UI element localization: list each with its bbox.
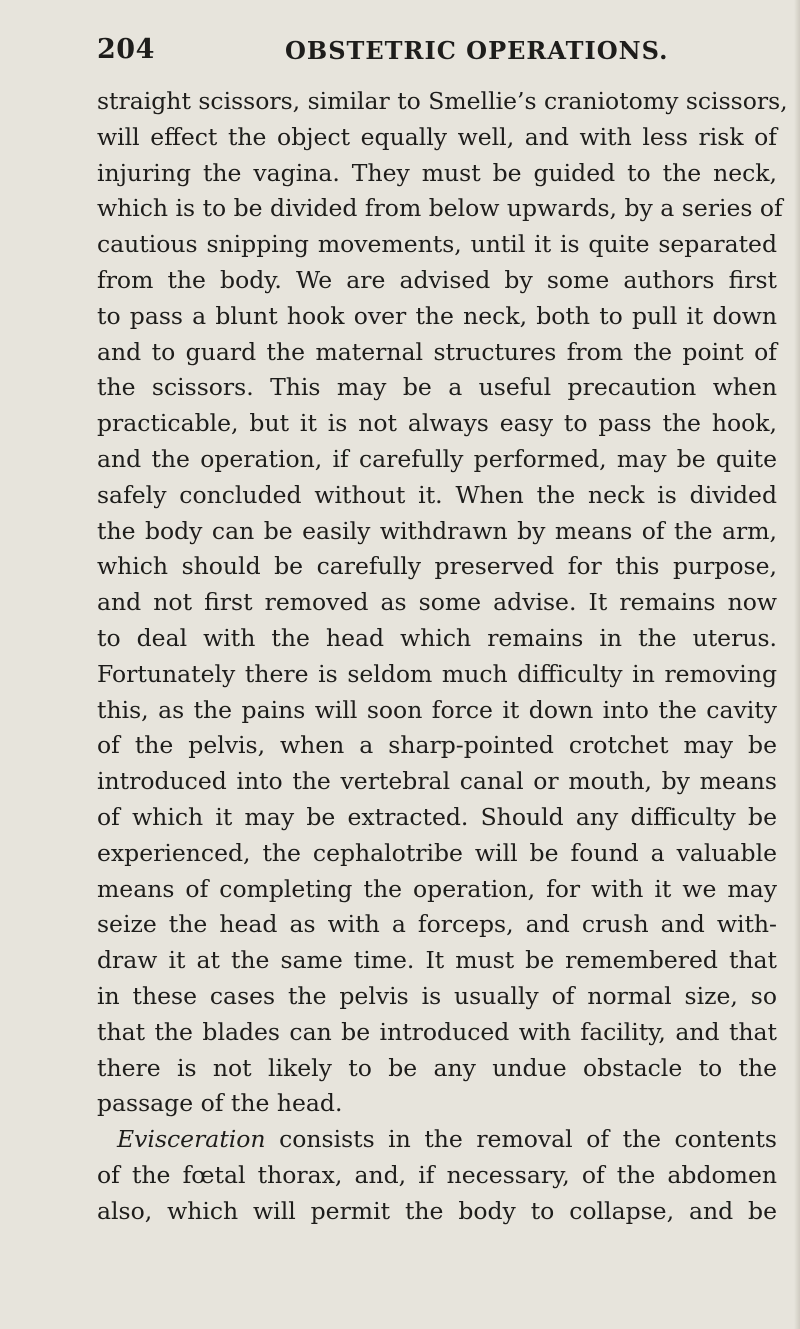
text-line: from the body. We are advised by some authors first bbox=[97, 265, 777, 294]
text-line: to deal with the head which remains in the uterus. bbox=[97, 623, 777, 652]
text-line: and to guard the maternal structures from the point of bbox=[97, 337, 777, 366]
page-edge-shadow bbox=[794, 0, 800, 1329]
text-line: practicable, but it is not always easy to pass the hook, bbox=[97, 409, 777, 438]
running-head: OBSTETRIC OPERATIONS. bbox=[285, 36, 669, 65]
text-line: to pass a blunt hook over the neck, both to pull it down bbox=[97, 301, 777, 330]
page-header bbox=[97, 34, 777, 78]
text-line: the scissors. This may be a useful precaution when bbox=[97, 373, 777, 402]
text-line: of the pelvis, when a sharp-pointed crotchet may be bbox=[97, 731, 777, 760]
text-line: of which it may be extracted. Should any difficulty be bbox=[97, 802, 777, 831]
text-line: seize the head as with a forceps, and crush and with- bbox=[97, 910, 777, 939]
text-line: passage of the head. bbox=[97, 1089, 343, 1118]
text-line: which should be carefully preserved for this purpose, bbox=[97, 552, 777, 581]
text-line: which is to be divided from below upwards, by a series of bbox=[97, 194, 783, 223]
text-line: and the operation, if carefully performed, may be quite bbox=[97, 444, 777, 473]
text-line: of the fœtal thorax, and, if necessary, of the abdomen bbox=[97, 1160, 777, 1189]
text-line: draw it at the same time. It must be remembered that bbox=[97, 946, 777, 975]
text-line: Fortunately there is seldom much difficulty in removing bbox=[97, 659, 777, 688]
text-line: the body can be easily withdrawn by means of the arm, bbox=[97, 516, 777, 545]
text-segment: consists in the removal of the contents bbox=[265, 1125, 777, 1154]
italic-term: Evisceration bbox=[117, 1125, 266, 1154]
text-line: also, which will permit the body to collapse, and be bbox=[97, 1196, 777, 1225]
text-line: straight scissors, similar to Smellie’s craniotomy scissors, bbox=[97, 87, 788, 115]
text-line: experienced, the cephalotribe will be found a valuable bbox=[97, 838, 777, 867]
text-line: will effect the object equally well, and with less risk of bbox=[97, 122, 777, 151]
text-line: in these cases the pelvis is usually of normal size, so bbox=[97, 981, 777, 1010]
body-text bbox=[97, 84, 788, 1230]
text-line: and not first removed as some advise. It remains now bbox=[97, 588, 777, 617]
text-line: cautious snipping movements, until it is quite separated bbox=[97, 230, 777, 259]
text-line: there is not likely to be any undue obstacle to the bbox=[97, 1053, 777, 1082]
text-line: this, as the pains will soon force it down into the cavity bbox=[97, 695, 777, 724]
text-line: that the blades can be introduced with facility, and that bbox=[97, 1017, 777, 1046]
page-number: 204 bbox=[97, 34, 155, 65]
text-line: means of completing the operation, for with it we may bbox=[97, 874, 777, 903]
text-line: safely concluded without it. When the neck is divided bbox=[97, 480, 777, 509]
text-line: introduced into the vertebral canal or mouth, by means bbox=[97, 767, 777, 796]
text-line: injuring the vagina. They must be guided to the neck, bbox=[97, 158, 777, 187]
paragraph-start-line bbox=[97, 1122, 777, 1158]
